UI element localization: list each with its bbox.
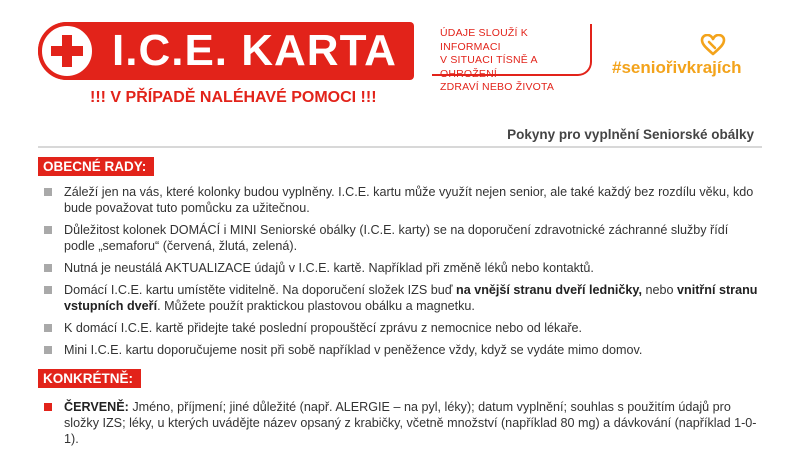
specific-list [44, 399, 760, 453]
list-item: Mini I.C.E. kartu doporučujeme nosit při sobě například v peněžence vždy, když se vydáte mimo domov. [44, 342, 760, 358]
bullet-icon [44, 226, 52, 234]
info-note [440, 27, 590, 95]
general-list [44, 184, 760, 364]
list-item: Důležitost kolonek DOMÁCÍ i MINI Seniorské obálky (I.C.E. karty) se na doporučení zdravotnické záchranné služby řídí podle „semaforu“ (červená, žlutá, zelená). [44, 222, 760, 254]
page-subtitle: Pokyny pro vyplnění Seniorské obálky [507, 127, 754, 142]
heart-logo-icon [700, 34, 726, 56]
bullet-icon [44, 286, 52, 294]
info-line: ÚDAJE SLOUŽÍ K INFORMACI [440, 27, 528, 53]
bullet-icon [44, 403, 52, 411]
color-label-red: ČERVENĚ: [64, 400, 129, 414]
list-item: Domácí I.C.E. kartu umístěte viditelně. Na doporučení složek IZS buď na vnější stranu dveří ledničky, nebo vnitřní stranu vstupních dveří. Můžete použít praktickou plastovou obálku a magnetku. [44, 282, 760, 314]
list-item: Záleží jen na vás, které kolonky budou vyplněny. I.C.E. kartu může využít nejen senior, ale také každý bez rozdílu věku, kdo bude považovat tuto pomůcku za užitečnou. [44, 184, 760, 216]
bullet-icon [44, 346, 52, 354]
list-item: K domácí I.C.E. kartě přidejte také poslední propouštěcí zprávu z nemocnice nebo od lékaře. [44, 320, 760, 336]
info-line: V SITUACI TÍSNĚ A OHROŽENÍ [440, 54, 538, 80]
urgent-banner-text: !!! V PŘÍPADĚ NALÉHAVÉ POMOCI !!! [90, 89, 377, 106]
list-item: ČERVENĚ: Jméno, příjmení; jiné důležité (např. ALERGIE – na pyl, léky); datum vyplnění; souhlas s použitím údajů pro složky IZS; léky, u kterých uvádějte název opsaný z krabičky, včetně množství (například 80 mg) a dávkování (například 1-0-1). [44, 399, 760, 447]
info-line: ZDRAVÍ NEBO ŽIVOTA [440, 81, 555, 93]
divider [38, 146, 762, 148]
bullet-icon [44, 324, 52, 332]
hashtag-logo: #seniořivkrajích [612, 58, 742, 77]
section-heading-specific: KONKRÉTNĚ: [38, 369, 141, 388]
section-heading-general: OBECNÉ RADY: [38, 157, 154, 176]
list-item: Nutná je neustálá AKTUALIZACE údajů v I.C.E. kartě. Například při změně léků nebo kontaktů. [44, 260, 760, 276]
card-title: I.C.E. KARTA [112, 26, 397, 75]
medical-cross-icon [38, 22, 96, 80]
bullet-icon [44, 188, 52, 196]
bullet-icon [44, 264, 52, 272]
